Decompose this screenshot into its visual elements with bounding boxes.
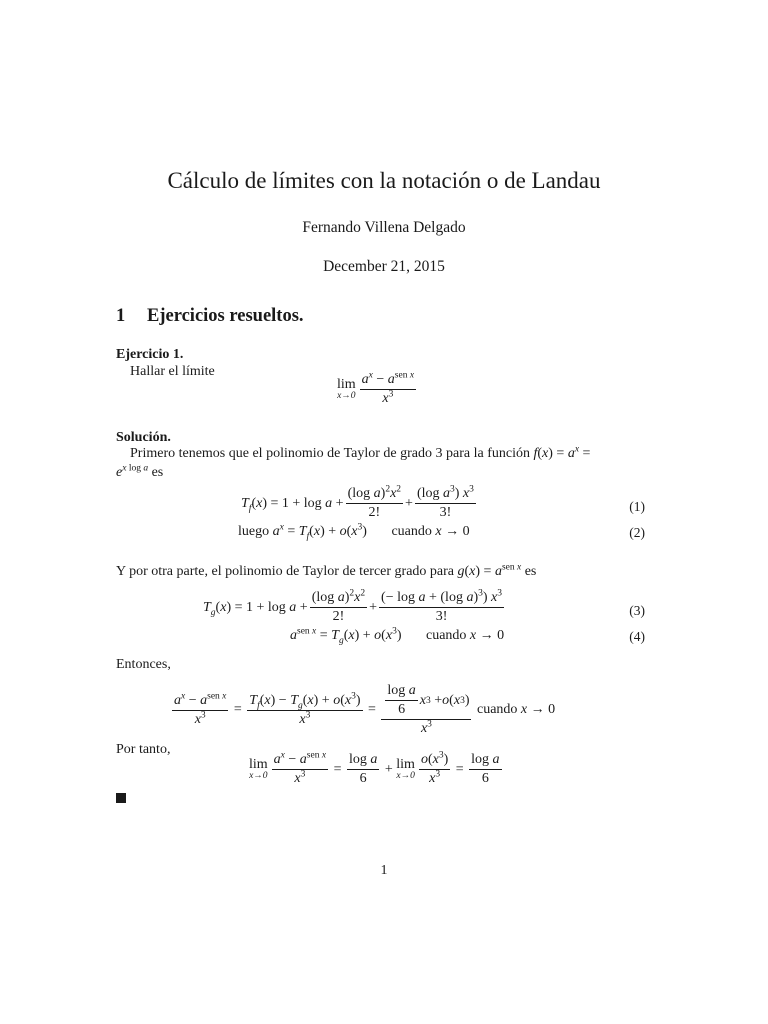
second-polynomial-intro: Y por otra parte, el polinomio de Taylor de tercer grado para $g(x) = a^{sen x}$ es [116,562,537,579]
exercise-statement: Hallar el límite [130,364,215,379]
luego-word: luego [238,524,270,539]
equation-2: luego $a^x = T_f(x) + o(x^3)$ cuando x → 0 [238,522,470,542]
section-title: Ejercicios resueltos. [147,306,304,326]
solution-intro-text: Primero tenemos que el polinomio de Taylor de grado 3 para la función [130,446,530,461]
quotient-equation: $\frac{a^x - a^{sen x}}{x^3}$ = $\frac{T_f(x) - T_g(x) + o(x^3)}{x^3}$ = $\frac{\text{log a}}{6}$ x 3 + o ( x 3 ) $x^3$ cuando x → 0 [174,683,556,736]
para-otra-text: Y por otra parte, el polinomio de Taylor de tercer grado para [116,564,454,579]
final-limit-equation: lim x→0 $\frac{a^x - a^{sen x}}{x^3}$ = $\frac{\text{log a}}{6}$ + lim x→0 $\frac{o(x^3)}{x^3}$ = $\frac{\text{log a}}{6}$ [249,750,500,786]
es-word: es [151,465,164,480]
cuando-word-3: cuando [476,702,518,717]
document-title: Cálculo de límites con la notación o de Landau [167,168,601,193]
solution-intro-cont: $e^{x log a}$ es [116,463,164,480]
es-word-2: es [524,564,537,579]
equation-4: $a^{sen x} = T_g(x) + o(x^3)$ cuando x → 0 [290,626,505,646]
equation-number-3: (3) [629,603,645,618]
section-number: 1 [116,306,126,326]
qed-square-icon [116,793,126,803]
equation-number-2: (2) [629,525,645,540]
document-date: December 21, 2015 [323,258,445,275]
exercise-limit-formula: lim x→0 $\frac{a^x - a^{sen x}}{x^3}$ [337,370,415,406]
cuando-word: cuando [391,524,432,539]
solution-intro: Primero tenemos que el polinomio de Taylor de grado 3 para la función $f(x) = a^x$ = [130,444,591,461]
document-author: Fernando Villena Delgado [302,219,466,236]
equation-3: $T_g(x) = 1 + \log a$ + $\frac{(\log a)^2x^2}{2!}$ + $\frac{(- \log a + (\log a)^3) x^3}{3!}$ [203,588,503,624]
entonces-text: Entonces, [116,657,171,672]
por-tanto-text: Por tanto, [116,742,171,757]
page-number: 1 [380,863,388,878]
equation-1: $T_f(x) = 1 + \log a$ + $\frac{(\log a)^2x^2}{2!}$ + $\frac{(\log a^3) x^3}{3!}$ [241,484,474,520]
solution-heading: Solución. [116,430,171,445]
cuando-word-2: cuando [425,628,467,643]
equation-number-4: (4) [629,629,645,644]
equation-number-1: (1) [629,499,645,514]
exercise-heading: Ejercicio 1. [116,347,184,362]
